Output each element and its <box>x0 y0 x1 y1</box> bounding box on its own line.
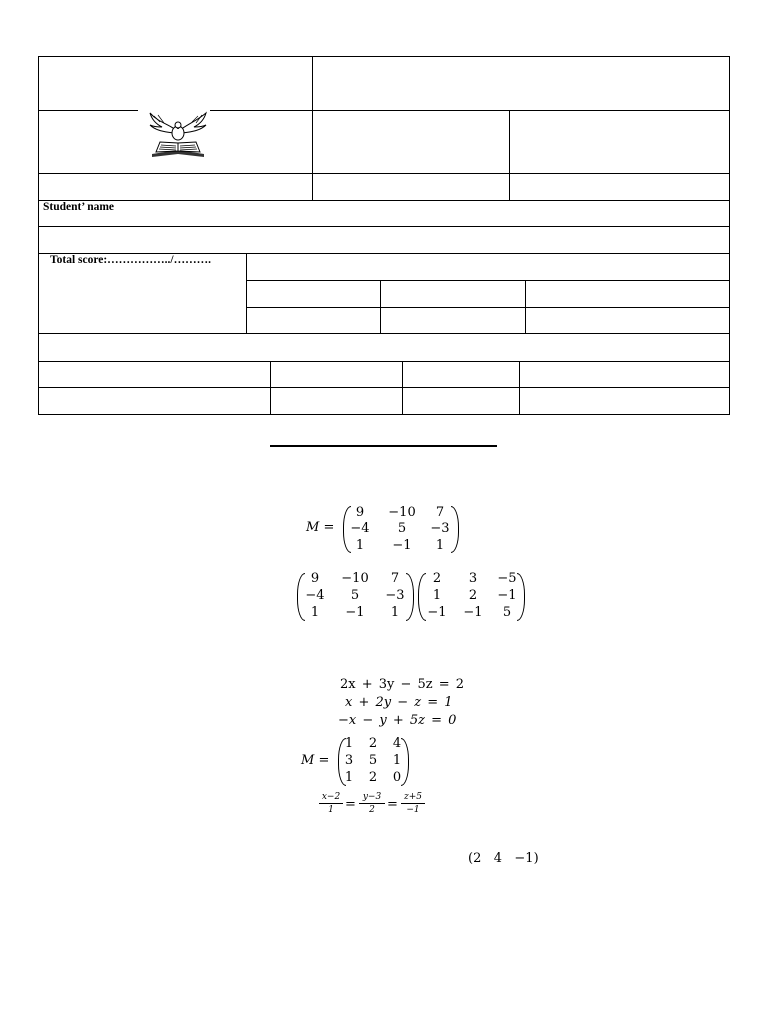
equation-2: x + 2y − z = 1 <box>345 695 453 710</box>
equation-1: 2x + 3y − 5z = 2 <box>340 677 465 692</box>
title-underline <box>270 445 497 447</box>
total-score-label: Total score:……………../………. <box>50 254 211 266</box>
student-name-label: Student’ name <box>43 201 115 213</box>
equation-3: −x − y + 5z = 0 <box>338 713 457 728</box>
row-vector: (2 4 −1) <box>468 851 539 866</box>
school-logo <box>146 110 210 158</box>
